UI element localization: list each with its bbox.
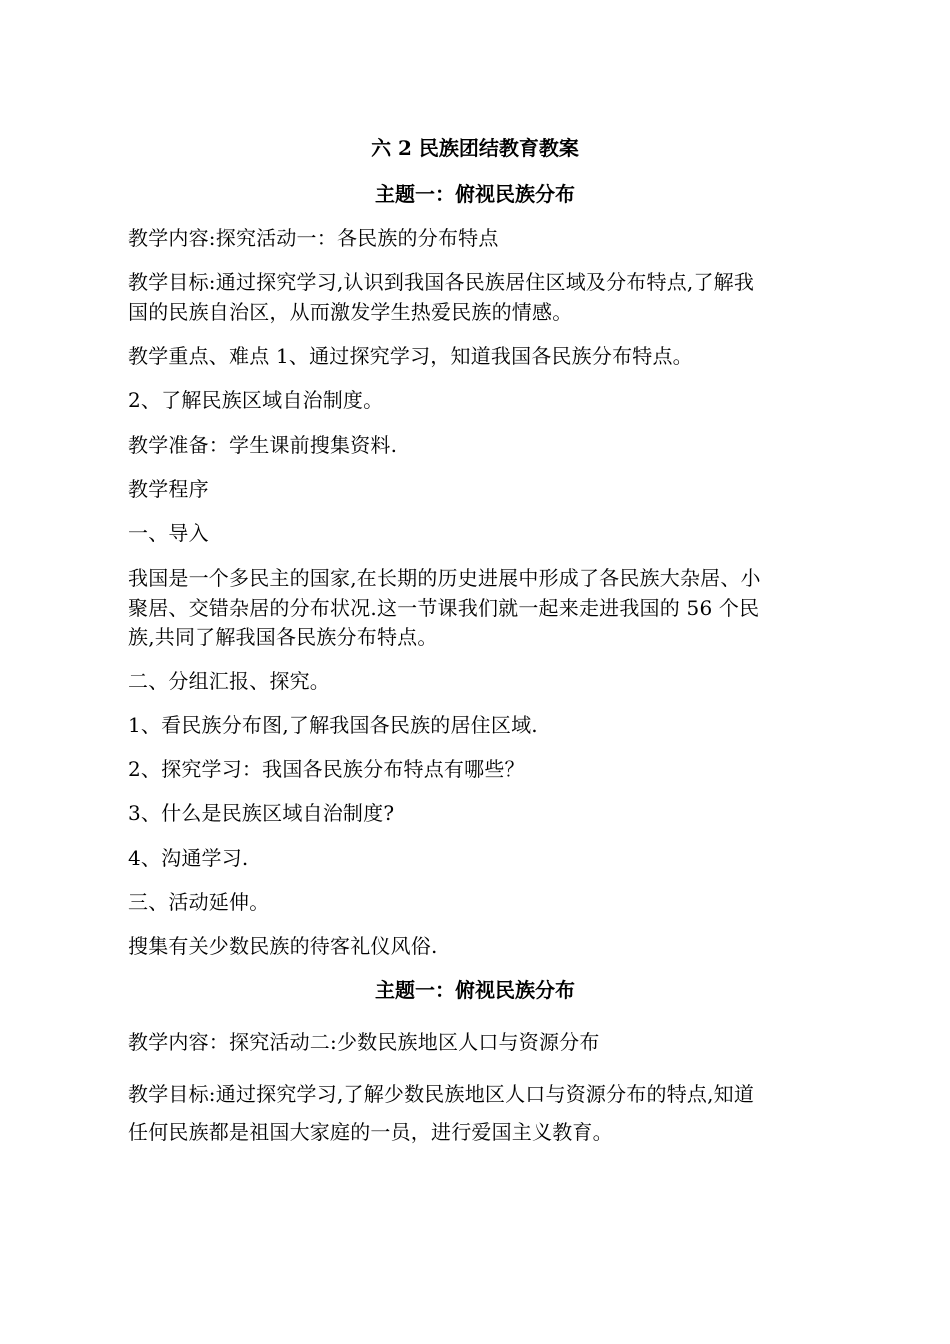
section1-procedure: 教学程序 bbox=[128, 477, 209, 501]
section1-goal-line2: 国的民族自治区，从而激发学生热爱民族的情感。 bbox=[128, 300, 573, 324]
section1-step1: 一、导入 bbox=[128, 521, 209, 545]
section1-prep: 教学准备：学生课前搜集资料. bbox=[128, 433, 398, 457]
document-title: 六 2 民族团结教育教案 bbox=[371, 136, 579, 160]
section1-item3: 3、什么是民族区域自治制度? bbox=[128, 801, 395, 825]
section1-key-line1: 教学重点、难点 1、通过探究学习，知道我国各民族分布特点。 bbox=[128, 344, 693, 368]
section1-step2: 二、分组汇报、探究。 bbox=[128, 669, 330, 693]
section1-item2: 2、探究学习：我国各民族分布特点有哪些？ bbox=[128, 757, 525, 781]
section1-step3: 三、活动延伸。 bbox=[128, 890, 270, 914]
section1-item1: 1、看民族分布图,了解我国各民族的居住区域. bbox=[128, 713, 538, 737]
section1-content: 教学内容:探究活动一：各民族的分布特点 bbox=[128, 226, 499, 250]
section2-content: 教学内容：探究活动二:少数民族地区人口与资源分布 bbox=[128, 1030, 600, 1054]
section2-goal-line2: 任何民族都是祖国大家庭的一员，进行爱国主义教育。 bbox=[128, 1120, 613, 1144]
section1-extension: 搜集有关少数民族的待客礼仪风俗. bbox=[128, 934, 438, 958]
section2-heading: 主题一：俯视民族分布 bbox=[375, 978, 575, 1002]
section1-heading: 主题一：俯视民族分布 bbox=[375, 182, 575, 206]
section1-intro-line1: 我国是一个多民主的国家,在长期的历史进展中形成了各民族大杂居、小 bbox=[128, 566, 761, 590]
section1-key-line2: 2、了解民族区域自治制度。 bbox=[128, 388, 384, 412]
section2-goal-line1: 教学目标:通过探究学习,了解少数民族地区人口与资源分布的特点,知道 bbox=[128, 1082, 755, 1106]
section1-intro-line2: 聚居、交错杂居的分布状况.这一节课我们就一起来走进我国的 56 个民 bbox=[128, 596, 760, 620]
section1-intro-line3: 族,共同了解我国各民族分布特点。 bbox=[128, 625, 438, 649]
section1-goal-line1: 教学目标:通过探究学习,认识到我国各民族居住区域及分布特点,了解我 bbox=[128, 270, 755, 294]
section1-item4: 4、沟通学习. bbox=[128, 846, 249, 870]
